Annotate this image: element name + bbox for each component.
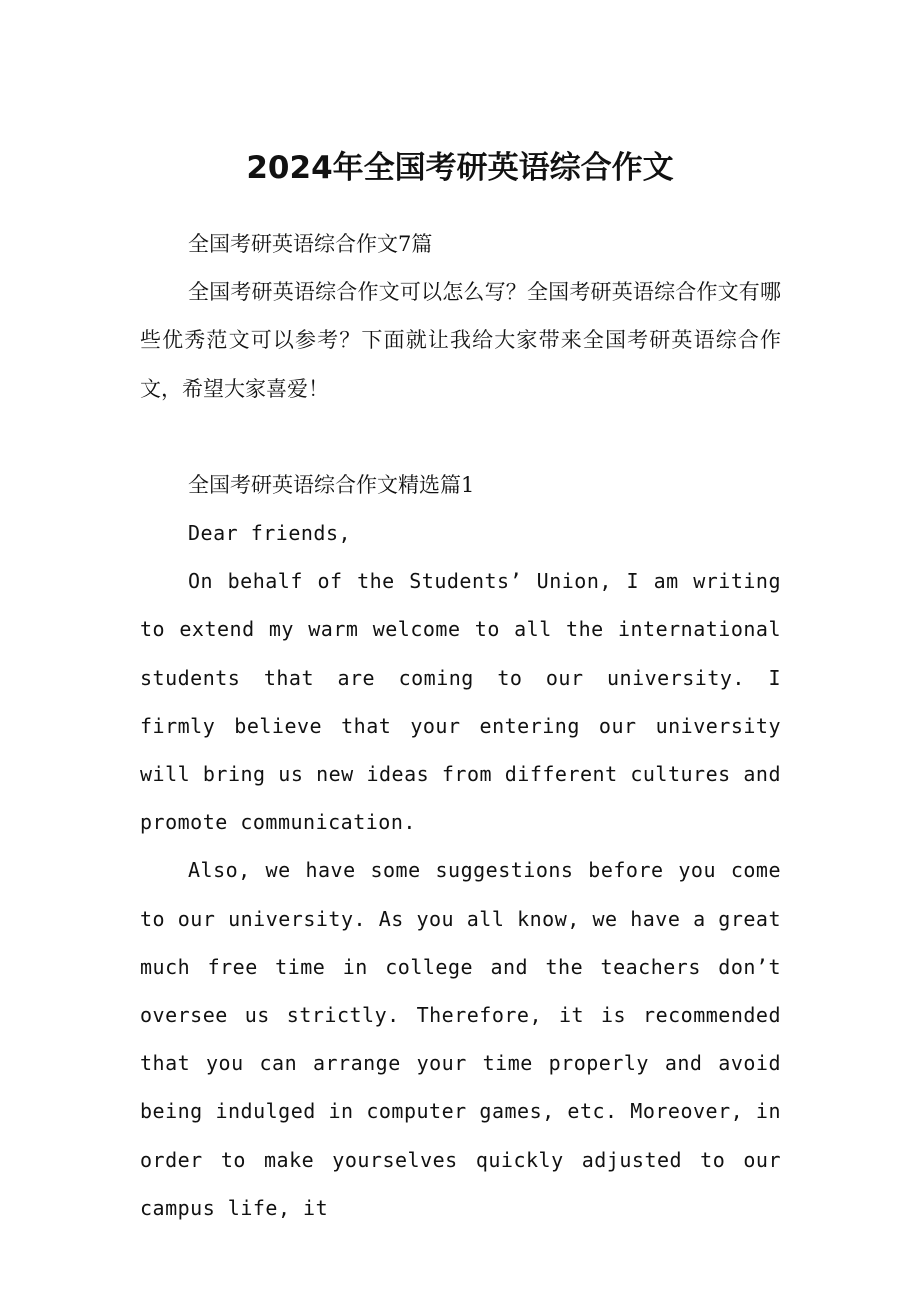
letter-salutation: Dear friends, [188,521,352,546]
intro-paragraph: 全国考研英语综合作文可以怎么写？全国考研英语综合作文有哪些优秀范文可以参考？下面就让我给大家带来全国考研英语综合作文，希望大家喜爱！ [140,280,781,401]
section-heading: 全国考研英语综合作文精选篇1 [188,472,475,497]
document-title: 2024年全国考研英语综合作文 [246,150,674,186]
letter-paragraph-2: Also, we have some suggestions before you come to our university. As you all know, we have a great much free time in college and the teachers don’t oversee us strictly. Therefore, it is recommended that you can arrange your time properly and avoid being indulged in computer games, etc. Moreover, in order to make yourselves quickly adjusted to our campus life, it [140,858,781,1220]
intro-line: 全国考研英语综合作文7篇 [188,232,433,256]
document-body [140,220,781,1232]
paragraph-spacer [140,413,781,461]
letter-paragraph-1: On behalf of the Students’ Union, I am writing to extend my warm welcome to all the international students that are coming to our university. I firmly believe that your entering our university will bring us new ideas from different cultures and promote communication. [140,569,781,835]
